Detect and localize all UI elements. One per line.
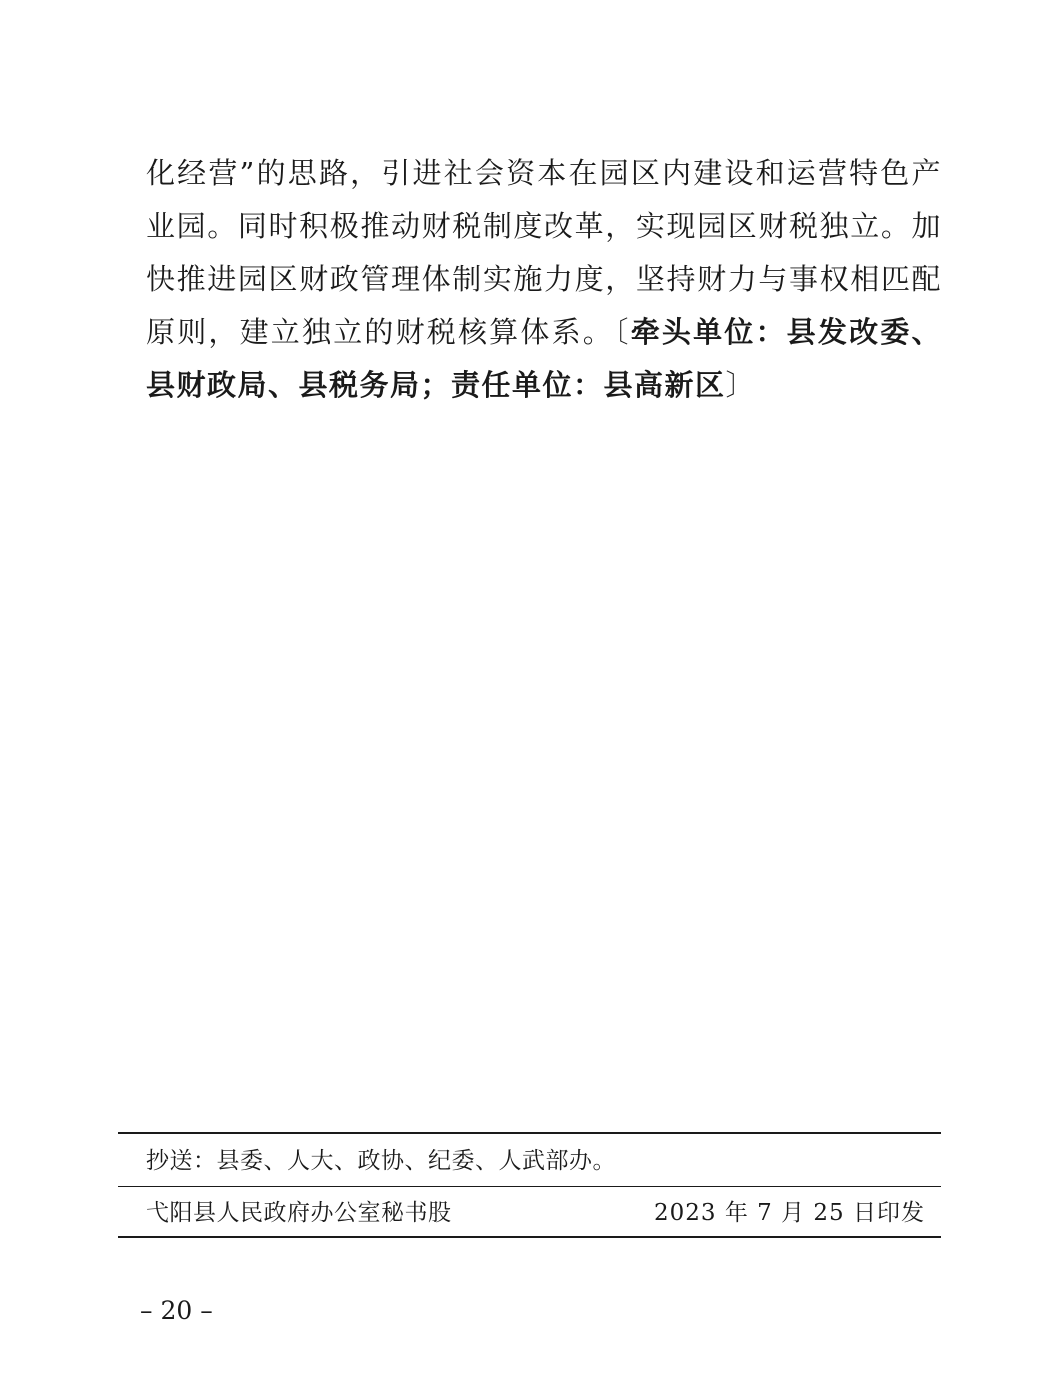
paragraph-closing-bracket: 〕 (725, 368, 757, 402)
cc-recipients: 县委、人大、政协、纪委、人武部办。 (216, 1148, 616, 1174)
footer-bottom-rule (118, 1236, 941, 1238)
responsible-units: 牵头单位：县发改委、县财政局、县税务局；责任单位：县高新区 (146, 315, 942, 402)
cc-label: 抄送： (146, 1148, 217, 1174)
body-paragraph (146, 147, 942, 412)
issuer: 弋阳县人民政府办公室秘书股 (146, 1200, 452, 1226)
issue-date: 2023 年 7 月 25 日印发 (654, 1200, 925, 1226)
paragraph-text: 化经营”的思路，引进社会资本在园区内建设和运营特色产业园。同时积极推动财税制度改革，实现园区财税独立。加快推进园区财政管理体制实施力度，坚持财力与事权相匹配原则，建立独立的财税核算体系。〔 (146, 156, 942, 349)
page-number: – 20 – (140, 1296, 213, 1325)
footer-top-rule (118, 1132, 941, 1134)
cc-line (146, 1146, 616, 1176)
footer-middle-rule (118, 1186, 941, 1187)
